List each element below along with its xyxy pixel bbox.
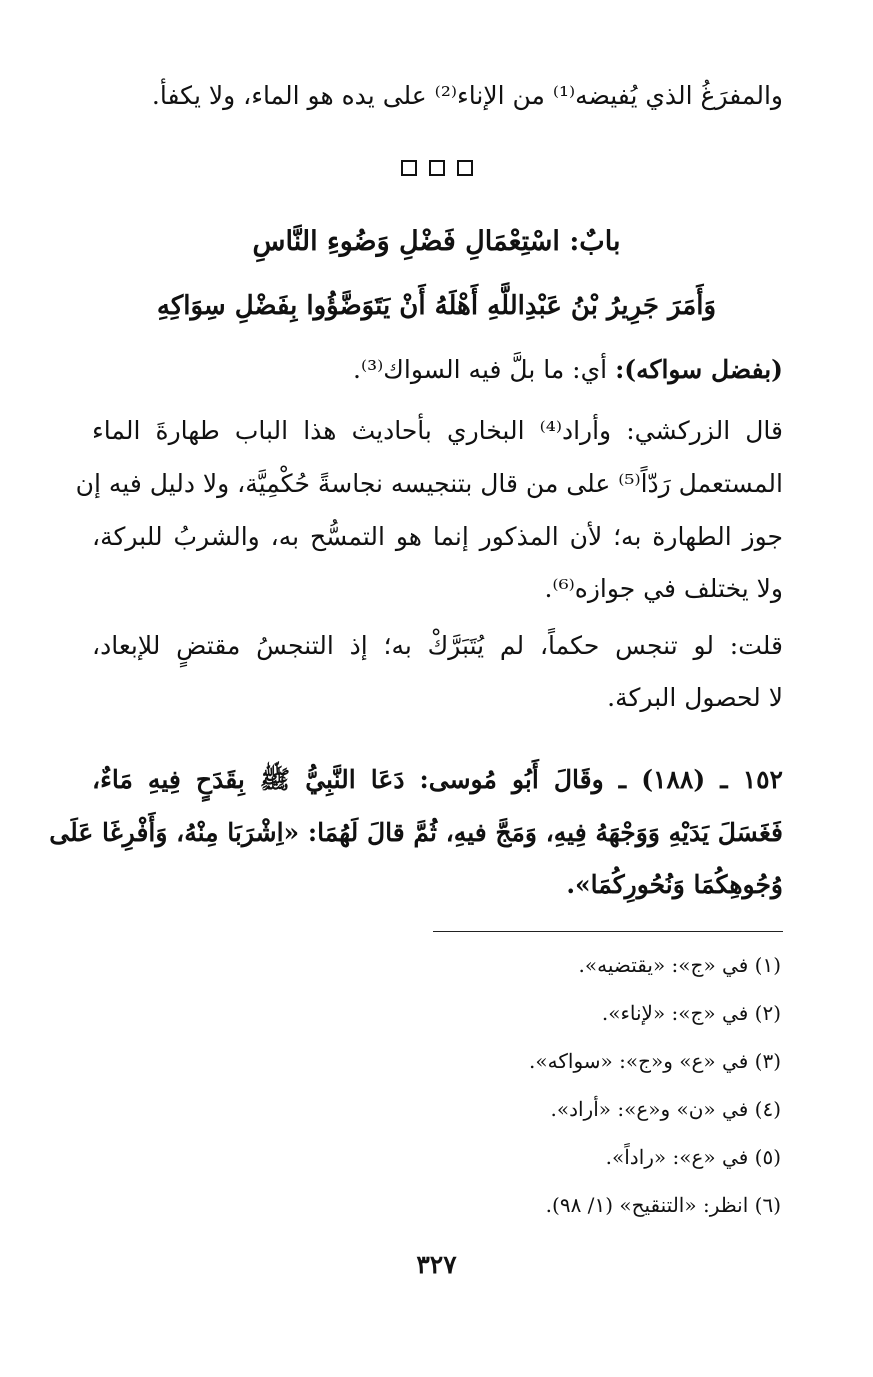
footnote <box>602 999 781 1027</box>
chapter-subtitle: وَأَمَرَ جَرِيرُ بْنُ عَبْدِاللَّهِ أَهْلَهُ أَنْ يَتَوَضَّؤُوا بِفَضْلِ سِوَاكِهِ <box>156 291 717 321</box>
square-ornament-icon <box>457 160 473 176</box>
footnote-number: (٥) <box>754 1145 781 1169</box>
paragraph-line: قلت: لو تنجس حكماً، لم يُتَبَرَّكْ به؛ إذ التنجسُ مقتضٍ للإبعاد، <box>92 631 783 660</box>
page-number: ٣٢٧ <box>416 1250 457 1279</box>
paragraph-line: قال الزركشي: وأراد⁽⁴⁾ البخاري بأحاديث هذا الباب طهارةَ الماء <box>92 416 783 445</box>
footnote-text: في «ج»: «يقتضيه». <box>578 953 749 977</box>
paragraph-line: لا لحصول البركة. <box>607 683 783 712</box>
footnote-text: في «ع» و«ج»: «سواكه». <box>529 1049 749 1073</box>
square-ornament-icon <box>429 160 445 176</box>
footnote-text: في «ع»: «راداً». <box>605 1145 749 1169</box>
footnote-text: انظر: «التنقيح» (١/ ٩٨). <box>545 1193 749 1217</box>
hadith-line: فَغَسَلَ يَدَيْهِ وَوَجْهَهُ فِيهِ، وَمَجَّ فيهِ، ثُمَّ قالَ لَهُمَا: «اِشْرَبَا مِنْهُ، وَأَفْرِغَا عَلَى <box>49 818 783 847</box>
footnote-number: (٤) <box>754 1097 781 1121</box>
chapter-heading <box>0 222 873 262</box>
footnote <box>546 1191 781 1219</box>
footnote-number: (٢) <box>754 1001 781 1025</box>
gloss-text: أي: ما بلَّ فيه السواك⁽³⁾. <box>353 355 608 384</box>
chapter-title: اسْتِعْمَالِ فَضْلِ وَضُوءِ النَّاسِ <box>252 226 560 257</box>
paragraph-line: ولا يختلف في جوازه⁽⁶⁾. <box>544 574 783 603</box>
continuation-line: والمفرَغُ الذي يُفيضه⁽¹⁾ من الإناء⁽²⁾ على يده هو الماء، ولا يكفأ. <box>151 81 783 110</box>
footnote-separator <box>433 931 783 932</box>
footnote <box>529 1047 781 1075</box>
paragraph-line: جوز الطهارة به؛ لأن المذكور إنما هو التمسُّح به، والشربُ للبركة، <box>92 522 783 551</box>
footnote-number: (٦) <box>754 1193 781 1217</box>
gloss-line <box>92 352 783 388</box>
section-divider <box>0 160 873 180</box>
footnote <box>579 951 781 979</box>
footnote <box>550 1095 781 1123</box>
footnote-number: (٣) <box>754 1049 781 1073</box>
hadith-line: ١٥٢ ـ (١٨٨) ـ وقَالَ أَبُو مُوسى: دَعَا النَّبِيُّ ﷺ بِقَدَحٍ فِيهِ مَاءٌ، <box>92 765 783 794</box>
footnote-text: في «ن» و«ع»: «أراد». <box>550 1097 749 1121</box>
footnote <box>606 1143 781 1171</box>
footnote-number: (١) <box>754 953 781 977</box>
hadith-line: وُجُوهِكُمَا وَنُحُورِكُمَا». <box>566 870 783 899</box>
gloss-term: (بفضل سواكه): <box>615 355 783 384</box>
paragraph-line: المستعمل رَدّاً⁽⁵⁾ على من قال بتنجيسه نجاسةً حُكْمِيَّة، ولا دليل فيه إن <box>75 469 783 498</box>
footnote-text: في «ج»: «لإناء». <box>601 1001 749 1025</box>
square-ornament-icon <box>401 160 417 176</box>
bab-label: بابٌ: <box>569 226 621 257</box>
